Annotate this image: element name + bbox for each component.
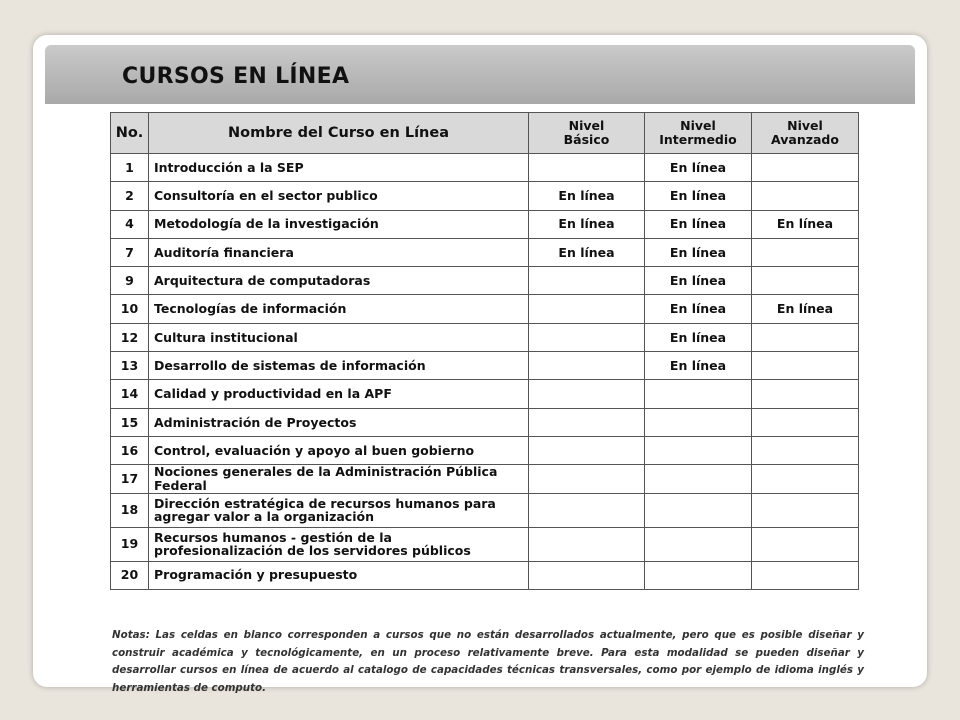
course-name-cell: Programación y presupuesto bbox=[149, 561, 529, 589]
table-row bbox=[111, 295, 859, 323]
level-basic-cell bbox=[529, 465, 645, 493]
level-basic-cell bbox=[529, 493, 645, 527]
level-intermediate-cell: En línea bbox=[645, 323, 752, 351]
level-advanced-cell bbox=[752, 527, 859, 561]
header-level-basic-line1: Nivel bbox=[568, 118, 605, 133]
level-intermediate-cell: En línea bbox=[645, 352, 752, 380]
course-number-cell: 4 bbox=[111, 210, 149, 238]
course-name-cell: Auditoría financiera bbox=[149, 238, 529, 266]
table-row bbox=[111, 238, 859, 266]
level-intermediate-cell: En línea bbox=[645, 267, 752, 295]
course-number-cell: 1 bbox=[111, 154, 149, 182]
level-intermediate-cell bbox=[645, 465, 752, 493]
course-name-cell: Desarrollo de sistemas de información bbox=[149, 352, 529, 380]
level-advanced-cell: En línea bbox=[752, 295, 859, 323]
course-number-cell: 17 bbox=[111, 465, 149, 493]
level-basic-cell bbox=[529, 323, 645, 351]
header-level-intermediate bbox=[645, 113, 752, 154]
level-advanced-cell bbox=[752, 380, 859, 408]
header-level-advanced bbox=[752, 113, 859, 154]
header-course-name: Nombre del Curso en Línea bbox=[149, 113, 529, 154]
course-name-cell: Tecnologías de información bbox=[149, 295, 529, 323]
level-intermediate-cell bbox=[645, 561, 752, 589]
table-row bbox=[111, 154, 859, 182]
course-name-cell: Metodología de la investigación bbox=[149, 210, 529, 238]
level-basic-cell bbox=[529, 408, 645, 436]
course-name-cell: Arquitectura de computadoras bbox=[149, 267, 529, 295]
table-row bbox=[111, 267, 859, 295]
slide-title: CURSOS EN LÍNEA bbox=[122, 64, 350, 89]
level-basic-cell bbox=[529, 267, 645, 295]
level-basic-cell bbox=[529, 561, 645, 589]
level-advanced-cell bbox=[752, 238, 859, 266]
level-basic-cell bbox=[529, 352, 645, 380]
header-no: No. bbox=[111, 113, 149, 154]
level-advanced-cell bbox=[752, 493, 859, 527]
level-intermediate-cell: En línea bbox=[645, 210, 752, 238]
table-row bbox=[111, 380, 859, 408]
course-name-cell: Calidad y productividad en la APF bbox=[149, 380, 529, 408]
table-row bbox=[111, 561, 859, 589]
courses-table-container bbox=[110, 112, 858, 590]
level-basic-cell: En línea bbox=[529, 182, 645, 210]
table-row bbox=[111, 182, 859, 210]
course-number-cell: 12 bbox=[111, 323, 149, 351]
course-name-cell: Control, evaluación y apoyo al buen gobierno bbox=[149, 436, 529, 464]
course-number-cell: 7 bbox=[111, 238, 149, 266]
course-name-cell: Consultoría en el sector publico bbox=[149, 182, 529, 210]
header-level-intermediate-line2: Intermedio bbox=[659, 132, 737, 147]
level-basic-cell bbox=[529, 295, 645, 323]
level-basic-cell bbox=[529, 154, 645, 182]
table-header-row bbox=[111, 113, 859, 154]
table-row bbox=[111, 527, 859, 561]
course-number-cell: 15 bbox=[111, 408, 149, 436]
table-row bbox=[111, 323, 859, 351]
level-basic-cell bbox=[529, 436, 645, 464]
course-number-cell: 16 bbox=[111, 436, 149, 464]
header-level-basic bbox=[529, 113, 645, 154]
course-name-cell: Dirección estratégica de recursos humanos para agregar valor a la organización bbox=[149, 493, 529, 527]
level-basic-cell bbox=[529, 380, 645, 408]
level-advanced-cell bbox=[752, 267, 859, 295]
course-number-cell: 13 bbox=[111, 352, 149, 380]
table-row bbox=[111, 408, 859, 436]
level-advanced-cell bbox=[752, 323, 859, 351]
level-intermediate-cell bbox=[645, 408, 752, 436]
table-row bbox=[111, 465, 859, 493]
table-body bbox=[111, 154, 859, 590]
course-number-cell: 20 bbox=[111, 561, 149, 589]
course-number-cell: 18 bbox=[111, 493, 149, 527]
level-intermediate-cell bbox=[645, 493, 752, 527]
level-basic-cell: En línea bbox=[529, 210, 645, 238]
courses-table bbox=[110, 112, 859, 590]
level-intermediate-cell: En línea bbox=[645, 182, 752, 210]
table-row bbox=[111, 352, 859, 380]
level-advanced-cell bbox=[752, 182, 859, 210]
table-row bbox=[111, 436, 859, 464]
level-intermediate-cell bbox=[645, 527, 752, 561]
table-row bbox=[111, 493, 859, 527]
course-name-cell: Nociones generales de la Administración Pública Federal bbox=[149, 465, 529, 493]
level-advanced-cell bbox=[752, 408, 859, 436]
level-basic-cell bbox=[529, 527, 645, 561]
level-advanced-cell bbox=[752, 436, 859, 464]
course-number-cell: 19 bbox=[111, 527, 149, 561]
header-level-advanced-line1: Nivel bbox=[787, 118, 823, 133]
header-level-advanced-line2: Avanzado bbox=[771, 132, 839, 147]
level-advanced-cell bbox=[752, 154, 859, 182]
course-name-cell: Introducción a la SEP bbox=[149, 154, 529, 182]
level-intermediate-cell: En línea bbox=[645, 154, 752, 182]
level-basic-cell: En línea bbox=[529, 238, 645, 266]
table-notes: Notas: Las celdas en blanco corresponden a cursos que no están desarrollados actualmente, pero que es posible diseñar y construir académica y tecnológicamente, en un proceso relativamente breve. Para esta modalidad se pueden diseñar y desarrollar cursos en línea de acuerdo al catalogo de capacidades técnicas transversales, como por ejemplo de idioma inglés y herramientas de computo. bbox=[112, 629, 864, 694]
header-level-intermediate-line1: Nivel bbox=[680, 118, 716, 133]
header-level-basic-line2: Básico bbox=[563, 132, 610, 147]
course-number-cell: 10 bbox=[111, 295, 149, 323]
level-advanced-cell bbox=[752, 465, 859, 493]
level-intermediate-cell bbox=[645, 380, 752, 408]
level-intermediate-cell bbox=[645, 436, 752, 464]
course-number-cell: 2 bbox=[111, 182, 149, 210]
level-advanced-cell bbox=[752, 352, 859, 380]
course-number-cell: 14 bbox=[111, 380, 149, 408]
level-advanced-cell bbox=[752, 561, 859, 589]
level-intermediate-cell: En línea bbox=[645, 238, 752, 266]
course-name-cell: Cultura institucional bbox=[149, 323, 529, 351]
course-name-cell: Administración de Proyectos bbox=[149, 408, 529, 436]
table-row bbox=[111, 210, 859, 238]
level-advanced-cell: En línea bbox=[752, 210, 859, 238]
level-intermediate-cell: En línea bbox=[645, 295, 752, 323]
course-number-cell: 9 bbox=[111, 267, 149, 295]
course-name-cell: Recursos humanos - gestión de la profesionalización de los servidores públicos bbox=[149, 527, 529, 561]
